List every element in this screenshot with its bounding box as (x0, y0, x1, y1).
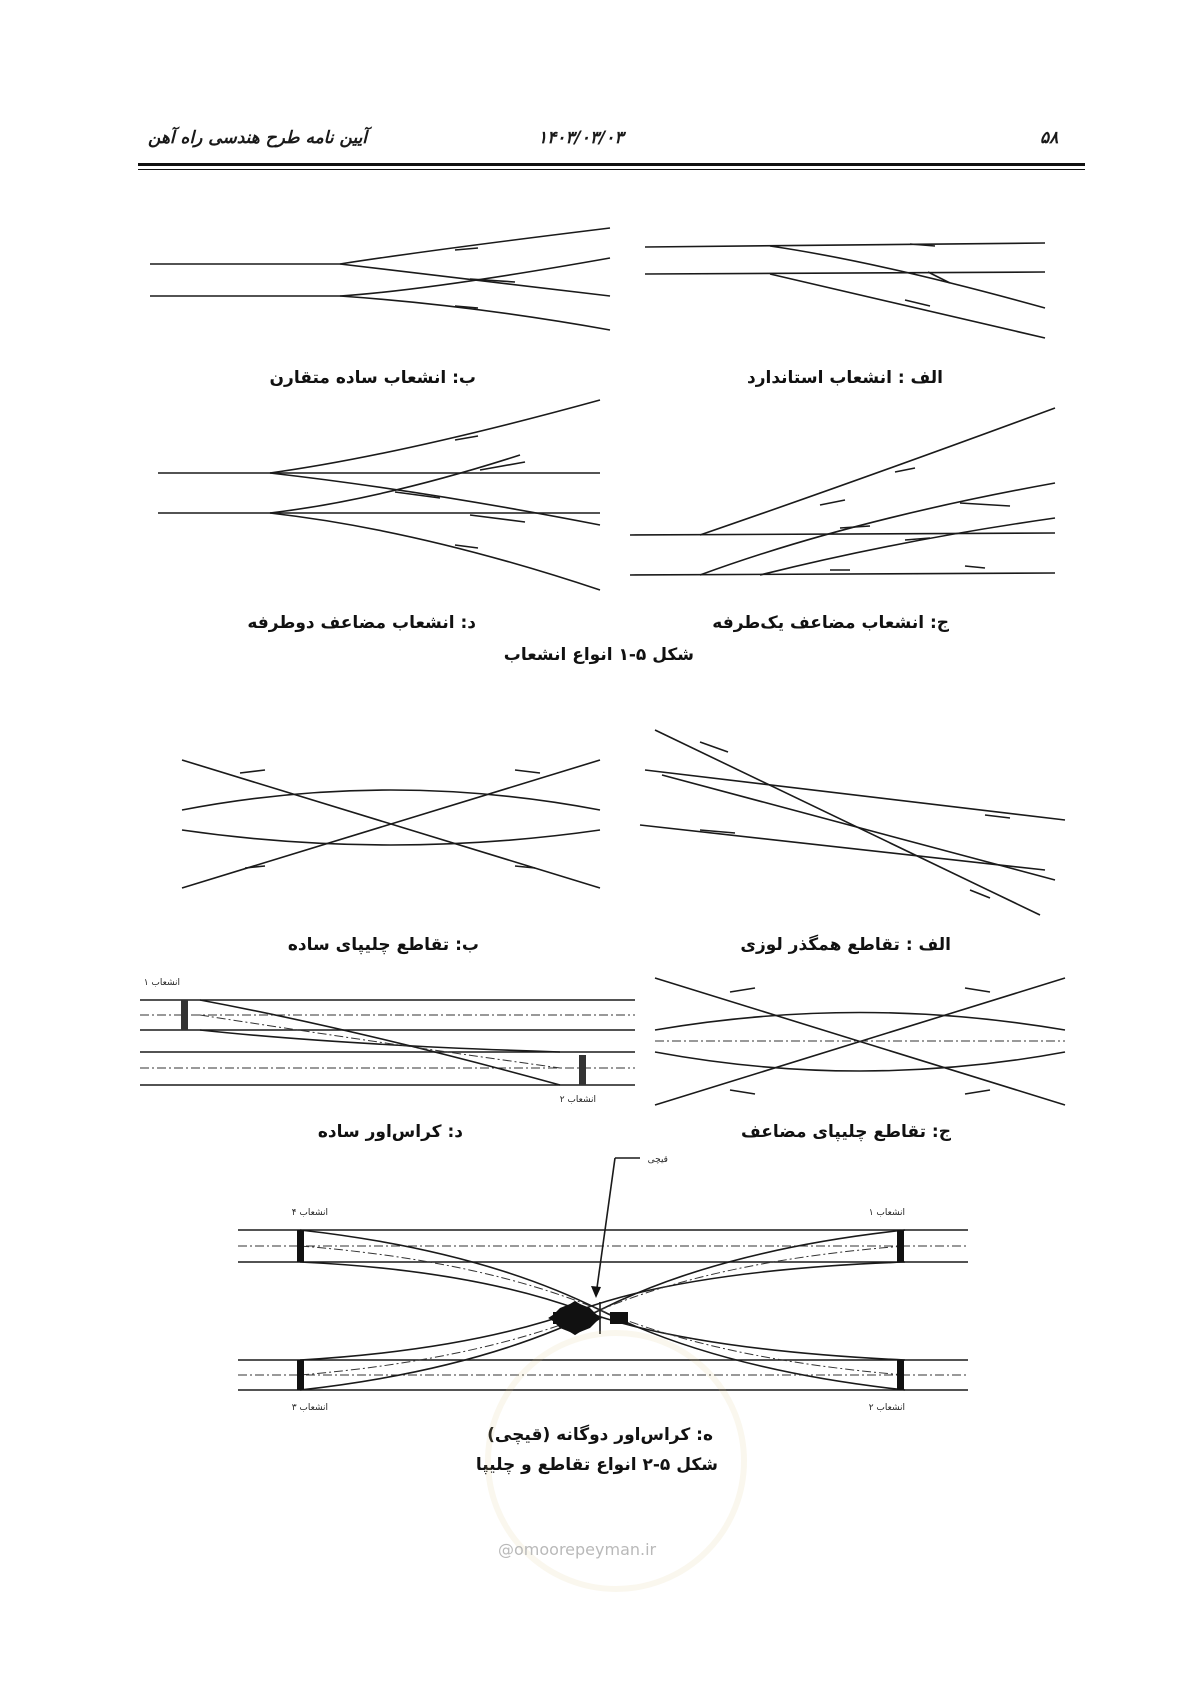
caption-fig1-a: الف : انشعاب استاندارد (747, 368, 943, 388)
diagram-symmetric-turnout (150, 228, 610, 330)
caption-fig1-c: ج: انشعاب مضاعف یک‌طرفه (712, 613, 949, 633)
caption-fig2-e: ه: کراس‌اور دوگانه (قیچی) (487, 1425, 713, 1445)
scissors-label: قیچی (647, 1155, 668, 1165)
branch1b-label: انشعاب ۱ (868, 1208, 905, 1218)
diagram-simple-cross (182, 760, 600, 888)
figure2-title: شکل ۵-۲ انواع تقاطع و چلیپا (475, 1455, 718, 1475)
diagram-simple-crossover (140, 978, 635, 1105)
header-doc-title: آیین نامه طرح هندسی راه آهن (148, 128, 368, 148)
diagram-double-one-sided-turnout (630, 408, 1055, 575)
caption-fig1-d: د: انشعاب مضاعف دوطرفه (247, 613, 476, 633)
caption-fig2-a: الف : تقاطع همگذر لوزی (740, 935, 951, 955)
branch3-label: انشعاب ۳ (291, 1403, 328, 1413)
diagram-standard-turnout (645, 243, 1045, 338)
branch2b-label: انشعاب ۲ (868, 1403, 905, 1413)
figure1-title: شکل ۵-۱ انواع انشعاب (503, 645, 694, 665)
caption-fig2-b: ب: تقاطع چلیپای ساده (287, 935, 479, 955)
watermark-text: @omoorepeyman.ir (498, 1540, 657, 1559)
header-date: ۱۴۰۳/۰۳/۰۳ (538, 128, 624, 148)
page-number: ۵۸ (1040, 128, 1059, 148)
branch1-label: انشعاب ۱ (143, 978, 180, 988)
caption-fig2-d: د: کراس‌اور ساده (317, 1122, 463, 1142)
diagram-double-slip (655, 978, 1065, 1105)
diagram-double-two-sided-turnout (158, 400, 600, 590)
diagram-diamond-crossing (640, 730, 1065, 915)
branch4-label: انشعاب ۴ (291, 1208, 328, 1218)
branch2-label: انشعاب ۲ (559, 1095, 596, 1105)
caption-fig1-b: ب: انشعاب ساده متقارن (269, 368, 476, 388)
caption-fig2-c: ج: تقاطع چلیپای مضاعف (741, 1122, 951, 1142)
